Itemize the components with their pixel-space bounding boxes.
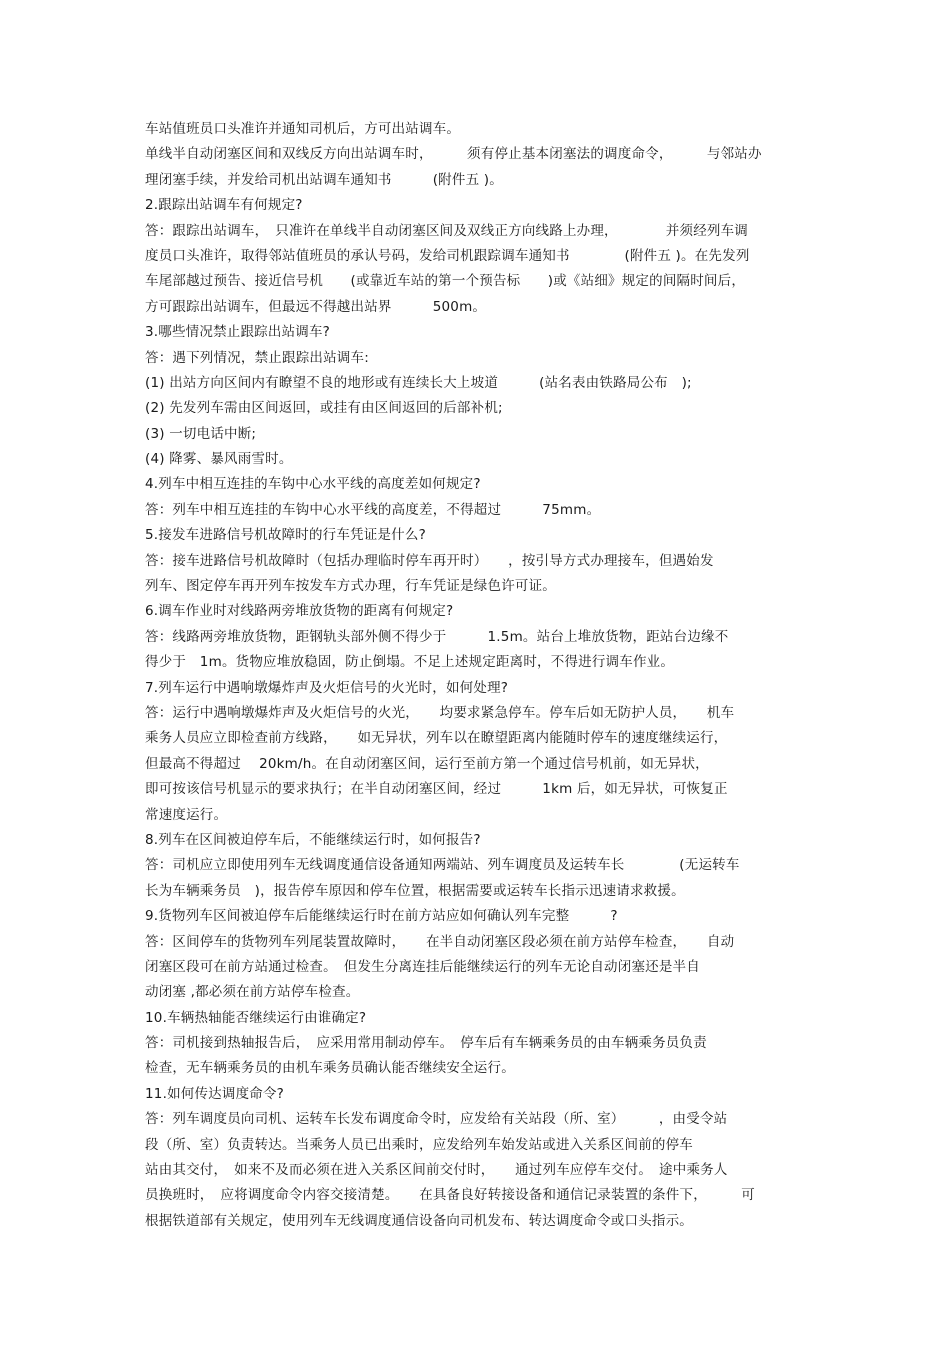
text-line: 动闭塞 ,都必须在前方站停车检查。 <box>145 984 360 1001</box>
text-line: 答：运行中遇响墩爆炸声及火炬信号的火光， 均要求紧急停车。停车后如无防护人员， 机车 <box>145 704 735 721</box>
text-line: 答：列车中相互连挂的车钩中心水平线的高度差，不得超过 75mm。 <box>145 501 601 518</box>
question-heading: 7.列车运行中遇响墩爆炸声及火炬信号的火光时，如何处理? <box>145 679 509 696</box>
text-line: 答：司机应立即使用列车无线调度通信设备通知两端站、列车调度员及运转车长 (无运转车 <box>145 857 740 874</box>
text-line: 答：接车进路信号机故障时（包括办理临时停车再开时） ，按引导方式办理接车，但遇始发 <box>145 552 714 569</box>
text-line: 长为车辆乘务员 )，报告停车原因和停车位置，根据需要或运转车长指示迅速请求救援。 <box>145 882 685 899</box>
question-heading: 2.跟踪出站调车有何规定? <box>145 197 303 214</box>
text-line: 乘务人员应立即检查前方线路， 如无异状，列车以在瞭望距离内能随时停车的速度继续运行， <box>145 730 728 747</box>
text-line: 站由其交付， 如来不及而必须在进入关系区间前交付时， 通过列车应停车交付。 途中乘务人 <box>145 1162 728 1179</box>
text-line: 常速度运行。 <box>145 806 228 823</box>
text-line: 列车、图定停车再开列车按发车方式办理，行车凭证是绿色许可证。 <box>145 578 556 595</box>
text-line: 答：司机接到热轴报告后， 应采用常用制动停车。 停车后有车辆乘务员的由车辆乘务员负责 <box>145 1035 707 1052</box>
list-item: (3) 一切电话中断; <box>145 425 257 442</box>
text-line: 答：线路两旁堆放货物，距钢轨头部外侧不得少于 1.5m。站台上堆放货物，距站台边缘不 <box>145 628 729 645</box>
text-line: 答：区间停车的货物列车列尾装置故障时， 在半自动闭塞区段必须在前方站停车检查， 自动 <box>145 933 735 950</box>
text-line: 度员口头准许，取得邻站值班员的承认号码，发给司机跟踪调车通知书 (附件五 )。在先发列 <box>145 247 750 264</box>
text-line: 但最高不得超过 20km/h。在自动闭塞区间，运行至前方第一个通过信号机前，如无异状， <box>145 755 709 772</box>
text-line: 车站值班员口头准许并通知司机后，方可出站调车。 <box>145 121 461 137</box>
question-heading: 8.列车在区间被迫停车后，不能继续运行时，如何报告? <box>145 831 481 848</box>
question-heading: 3.哪些情况禁止跟踪出站调车? <box>145 324 331 341</box>
text-line: 答：列车调度员向司机、运转车长发布调度命令时，应发给有关站段（所、室） ，由受令站 <box>145 1111 728 1128</box>
text-line: 根据铁道部有关规定，使用列车无线调度通信设备向司机发布、转达调度命令或口头指示。 <box>145 1212 693 1229</box>
text-line: 即可按该信号机显示的要求执行；在半自动闭塞区间，经过 1km 后，如无异状，可恢复正 <box>145 781 728 798</box>
question-heading: 11.如何传达调度命令? <box>145 1085 285 1102</box>
list-item: (1) 出站方向区间内有瞭望不良的地形或有连续长大上坡道 (站名表由铁路局公布 ); <box>145 374 692 391</box>
text-line: 方可跟踪出站调车，但最远不得越出站界 500m。 <box>145 298 487 315</box>
question-heading: 5.接发车进路信号机故障时的行车凭证是什么? <box>145 527 426 544</box>
text-line: 得少于 1m。货物应堆放稳固，防止倒塌。不足上述规定距离时，不得进行调车作业。 <box>145 654 675 671</box>
text-line: 车尾部越过预告、接近信号机 (或靠近车站的第一个预告标 )或《站细》规定的间隔时间后， <box>145 273 746 290</box>
document-body <box>145 117 810 1234</box>
text-line: 检查，无车辆乘务员的由机车乘务员确认能否继续安全运行。 <box>145 1060 515 1077</box>
question-heading: 4.列车中相互连挂的车钩中心水平线的高度差如何规定? <box>145 476 481 493</box>
text-line: 答：遇下列情况，禁止跟踪出站调车: <box>145 349 369 366</box>
text-line: 答：跟踪出站调车， 只准许在单线半自动闭塞区间及双线正方向线路上办理， 并须经列车调 <box>145 222 748 239</box>
question-heading: 9.货物列车区间被迫停车后能继续运行时在前方站应如何确认列车完整 ? <box>145 908 618 925</box>
text-line: 理闭塞手续，并发给司机出站调车通知书 (附件五 )。 <box>145 171 503 188</box>
text-line: 闭塞区段可在前方站通过检查。 但发生分离连挂后能继续运行的列车无论自动闭塞还是半自 <box>145 958 700 975</box>
text-line: 单线半自动闭塞区间和双线反方向出站调车时， 须有停止基本闭塞法的调度命令， 与邻站办 <box>145 146 762 163</box>
question-heading: 10.车辆热轴能否继续运行由谁确定? <box>145 1009 367 1026</box>
list-item: (2) 先发列车需由区间返回，或挂有由区间返回的后部补机; <box>145 400 503 417</box>
text-line: 段（所、室）负责转达。当乘务人员已出乘时，应发给列车始发站或进入关系区间前的停车 <box>145 1136 693 1153</box>
text-line: 员换班时， 应将调度命令内容交接清楚。 在具备良好转接设备和通信记录装置的条件下， 可 <box>145 1187 755 1204</box>
question-heading: 6.调车作业时对线路两旁堆放货物的距离有何规定? <box>145 603 454 620</box>
list-item: (4) 降雾、暴风雨雪时。 <box>145 451 293 468</box>
